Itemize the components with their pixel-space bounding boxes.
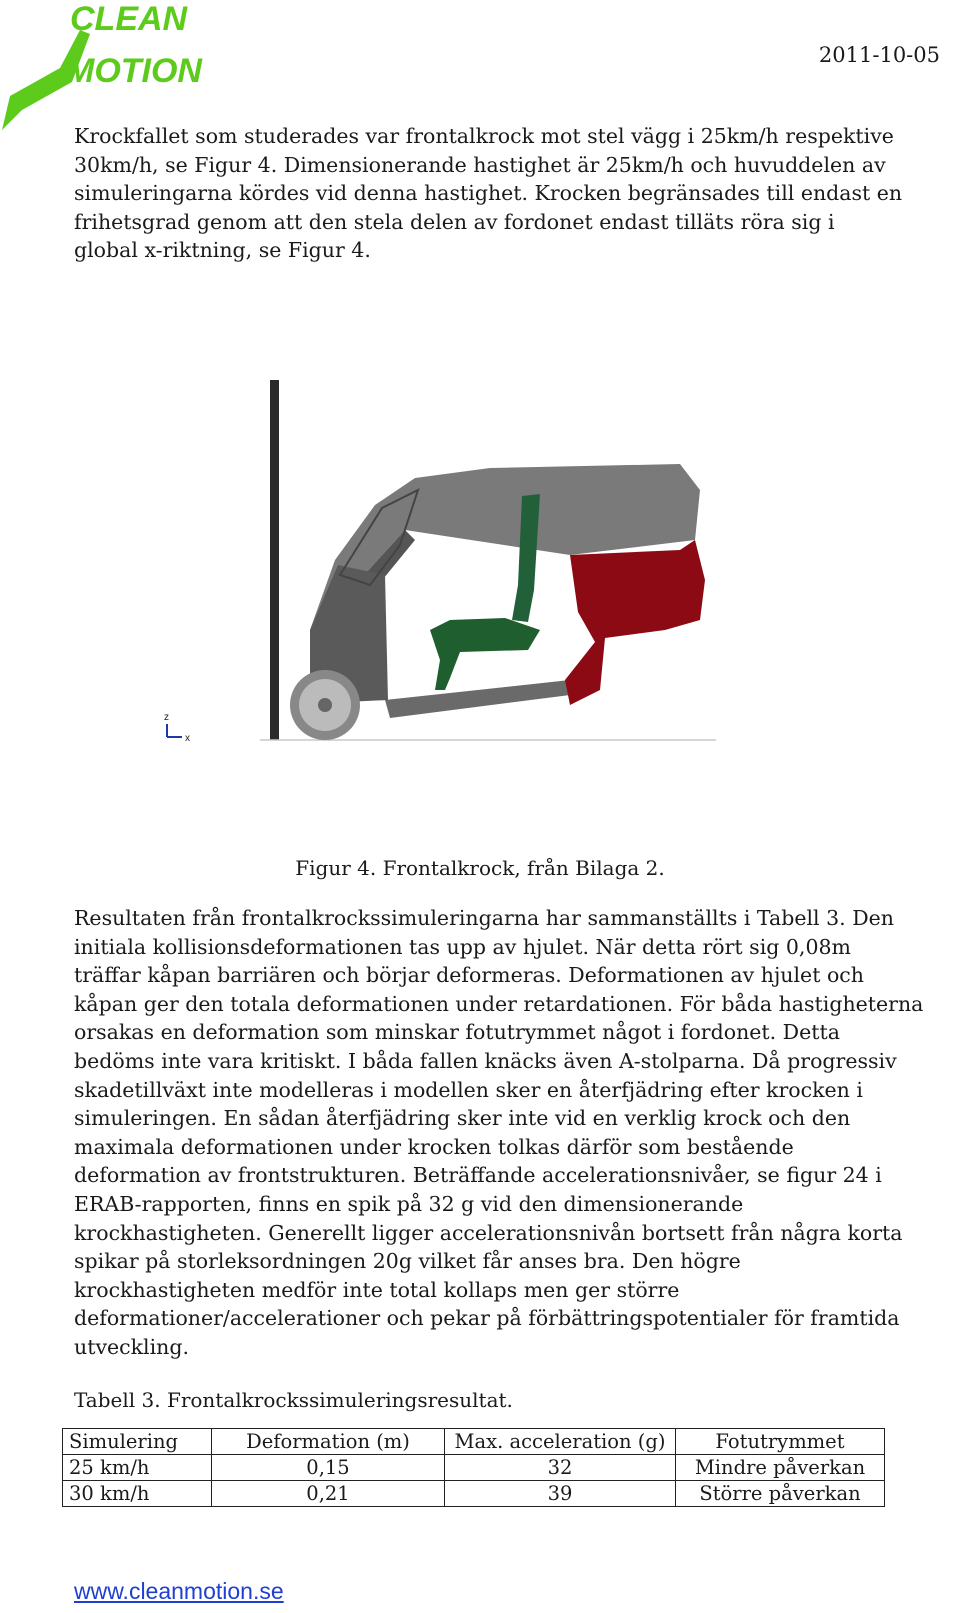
results-table — [62, 1428, 885, 1507]
table-cell: Mindre påverkan — [676, 1455, 885, 1481]
table-cell: 25 km/h — [63, 1455, 212, 1481]
table-cell: 32 — [445, 1455, 676, 1481]
clean-motion-logo — [0, 0, 230, 135]
document-date: 2011-10-05 — [818, 43, 940, 67]
table-header-cell: Fotutrymmet — [676, 1429, 885, 1455]
vehicle-floor — [385, 680, 578, 718]
axis-label-z: z — [164, 712, 169, 723]
table-header-cell: Simulering — [63, 1429, 212, 1455]
crash-simulation-figure — [160, 380, 740, 760]
paragraph-intro: Krockfallet som studerades var frontalkrock mot stel vägg i 25km/h respektive 30km/h, se Figur 4. Dimensionerande hastighet är 25km/h och huvuddelen av simuleringarna kördes vid denna hastighet. Krocken begränsades till endast en frihetsgrad genom att den stela delen av fordonet endast tilläts röra sig i global x-riktning, se Figur 4. — [74, 124, 903, 263]
table-header-cell: Max. acceleration (g) — [445, 1429, 676, 1455]
table-cell: Större påverkan — [676, 1481, 885, 1507]
table-row — [63, 1481, 885, 1507]
table-row — [63, 1455, 885, 1481]
table-header-cell: Deformation (m) — [212, 1429, 445, 1455]
table-cell: 0,21 — [212, 1481, 445, 1507]
logo-text-motion: MOTION — [66, 52, 202, 90]
table-cell: 30 km/h — [63, 1481, 212, 1507]
table-cell: 39 — [445, 1481, 676, 1507]
rigid-wall — [270, 380, 279, 740]
footer-website-link[interactable]: www.cleanmotion.se — [74, 1578, 284, 1604]
table-header-row — [63, 1429, 885, 1455]
paragraph-results: Resultaten från frontalkrockssimuleringarna har sammanställts i Tabell 3. Den initiala kollisionsdeformationen tas upp av hjulet. När detta rört sig 0,08m träffar kåpan barriären och börjar deformeras. Deformationen av hjulet och kåpan ger den totala deformationen under retardationen. För båda hastigheterna orsakas en deformation som minskar fotutrymmet något i fordonet. Detta bedöms inte vara kritiskt. I båda fallen knäcks även A-stolparna. Då progressiv skadetillväxt inte modelleras i modellen sker en återfjädring efter krocken i simuleringen. En sådan återfjädring sker inte vid en verklig krock och den maximala deformationen under krocken tolkas därför som bestående deformation av frontstrukturen. Beträffande accelerationsnivåer, se figur 24 i ERAB-rapporten, finns en spik på 32 g vid den dimensionerande krockhastigheten. Generellt ligger accelerationsnivån bortsett från några korta spikar på storleksordningen 20g vilket får anses bra. Den högre krockhastigheten medför inte total kollaps men ger större deformationer/accelerationer och pekar på förbättringspotentialer för framtida utveckling. — [74, 906, 924, 1359]
vehicle-seat — [430, 618, 540, 690]
table-caption: Tabell 3. Frontalkrockssimuleringsresultat. — [74, 1388, 513, 1412]
axis-label-x: x — [185, 733, 190, 744]
logo-text-clean: CLEAN — [70, 0, 188, 38]
vehicle-rear-section — [565, 540, 705, 705]
figure-caption: Figur 4. Frontalkrock, från Bilaga 2. — [295, 856, 665, 880]
table-cell: 0,15 — [212, 1455, 445, 1481]
